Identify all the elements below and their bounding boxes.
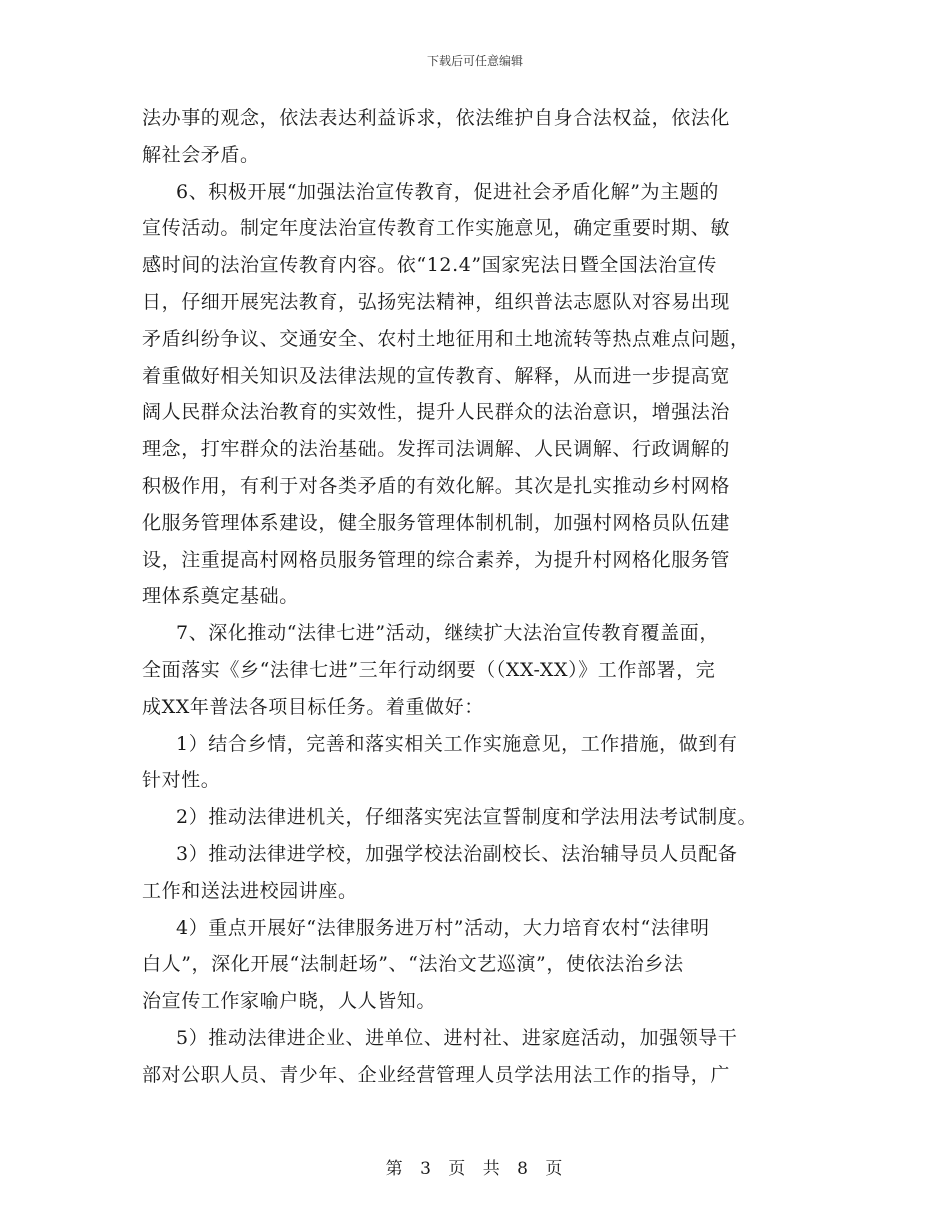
text-line: 感时间的法治宣传教育内容。依“12.4”国家宪法日暨全国法治宣传 (142, 254, 717, 277)
text-line: 理念，打牢群众的法治基础。发挥司法调解、人民调解、行政调解的 (142, 438, 731, 461)
text-line: 5）推动法律进企业、进单位、进村社、进家庭活动，加强领导干 (176, 1026, 738, 1049)
text-line: 部对公职人员、青少年、企业经营管理人员学法用法工作的指导，广 (142, 1063, 731, 1086)
text-line: 成XX年普法各项目标任务。着重做好： (142, 695, 484, 718)
text-line: 2）推动法律进机关，仔细落实宪法宣誓制度和学法用法考试制度。 (176, 806, 758, 829)
text-line: 全面落实《乡“法律七进”三年行动纲要（（XX-XX）》工作部署，完 (142, 658, 716, 681)
text-line: 6、积极开展“加强法治宣传教育，促进社会矛盾化解”为主题的 (176, 180, 719, 203)
text-line: 日，仔细开展宪法教育，弘扬宪法精神，组织普法志愿队对容易出现 (142, 290, 731, 313)
text-line: 矛盾纠纷争议、交通安全、农村土地征用和土地流转等热点难点问题， (142, 327, 750, 350)
text-line: 积极作用，有利于对各类矛盾的有效化解。其次是扎实推动乡村网格 (142, 474, 731, 497)
text-line: 1）结合乡情，完善和落实相关工作实施意见，工作措施，做到有 (176, 732, 738, 755)
footer-total-label: 共 (482, 1159, 502, 1179)
text-line: 着重做好相关知识及法律法规的宣传教育、解释，从而进一步提高宽 (142, 364, 731, 387)
text-line: 4）重点开展好“法律服务进万村”活动，大力培育农村“法律明 (176, 916, 710, 939)
page-footer (0, 1154, 950, 1179)
text-line: 宣传活动。制定年度法治宣传教育工作实施意见，确定重要时期、敏 (142, 217, 731, 240)
text-line: 解社会矛盾。 (142, 143, 260, 166)
text-line: 工作和送法进校园讲座。 (142, 879, 358, 902)
footer-page-word: 页 (448, 1159, 468, 1179)
text-line: 理体系奠定基础。 (142, 585, 299, 608)
text-line: 3）推动法律进学校，加强学校法治副校长、法治辅导员人员配备 (176, 842, 738, 865)
footer-suffix: 页 (545, 1159, 565, 1179)
text-line: 设，注重提高村网格员服务管理的综合素养，为提升村网格化服务管 (142, 548, 731, 571)
page-header-note: 下载后可任意编辑 (426, 54, 523, 68)
text-line: 白人”，深化开展“法制赶场”、“法治文艺巡演”，使依法治乡法 (142, 953, 684, 976)
document-body (142, 100, 814, 1094)
text-line: 法办事的观念，依法表达利益诉求，依法维护自身合法权益，依法化 (142, 107, 731, 129)
text-line: 治宣传工作家喻户晓，人人皆知。 (142, 990, 437, 1013)
footer-total-pages: 8 (517, 1159, 530, 1179)
text-line: 阔人民群众法治教育的实效性，提升人民群众的法治意识，增强法治 (142, 401, 731, 424)
text-line: 针对性。 (142, 769, 221, 792)
text-line: 7、深化推动“法律七进”活动，继续扩大法治宣传教育覆盖面， (176, 622, 719, 645)
text-line: 化服务管理体系建设，健全服务管理体制机制，加强村网格员队伍建 (142, 511, 731, 534)
footer-page-number: 3 (420, 1159, 433, 1179)
footer-prefix: 第 (385, 1159, 405, 1179)
